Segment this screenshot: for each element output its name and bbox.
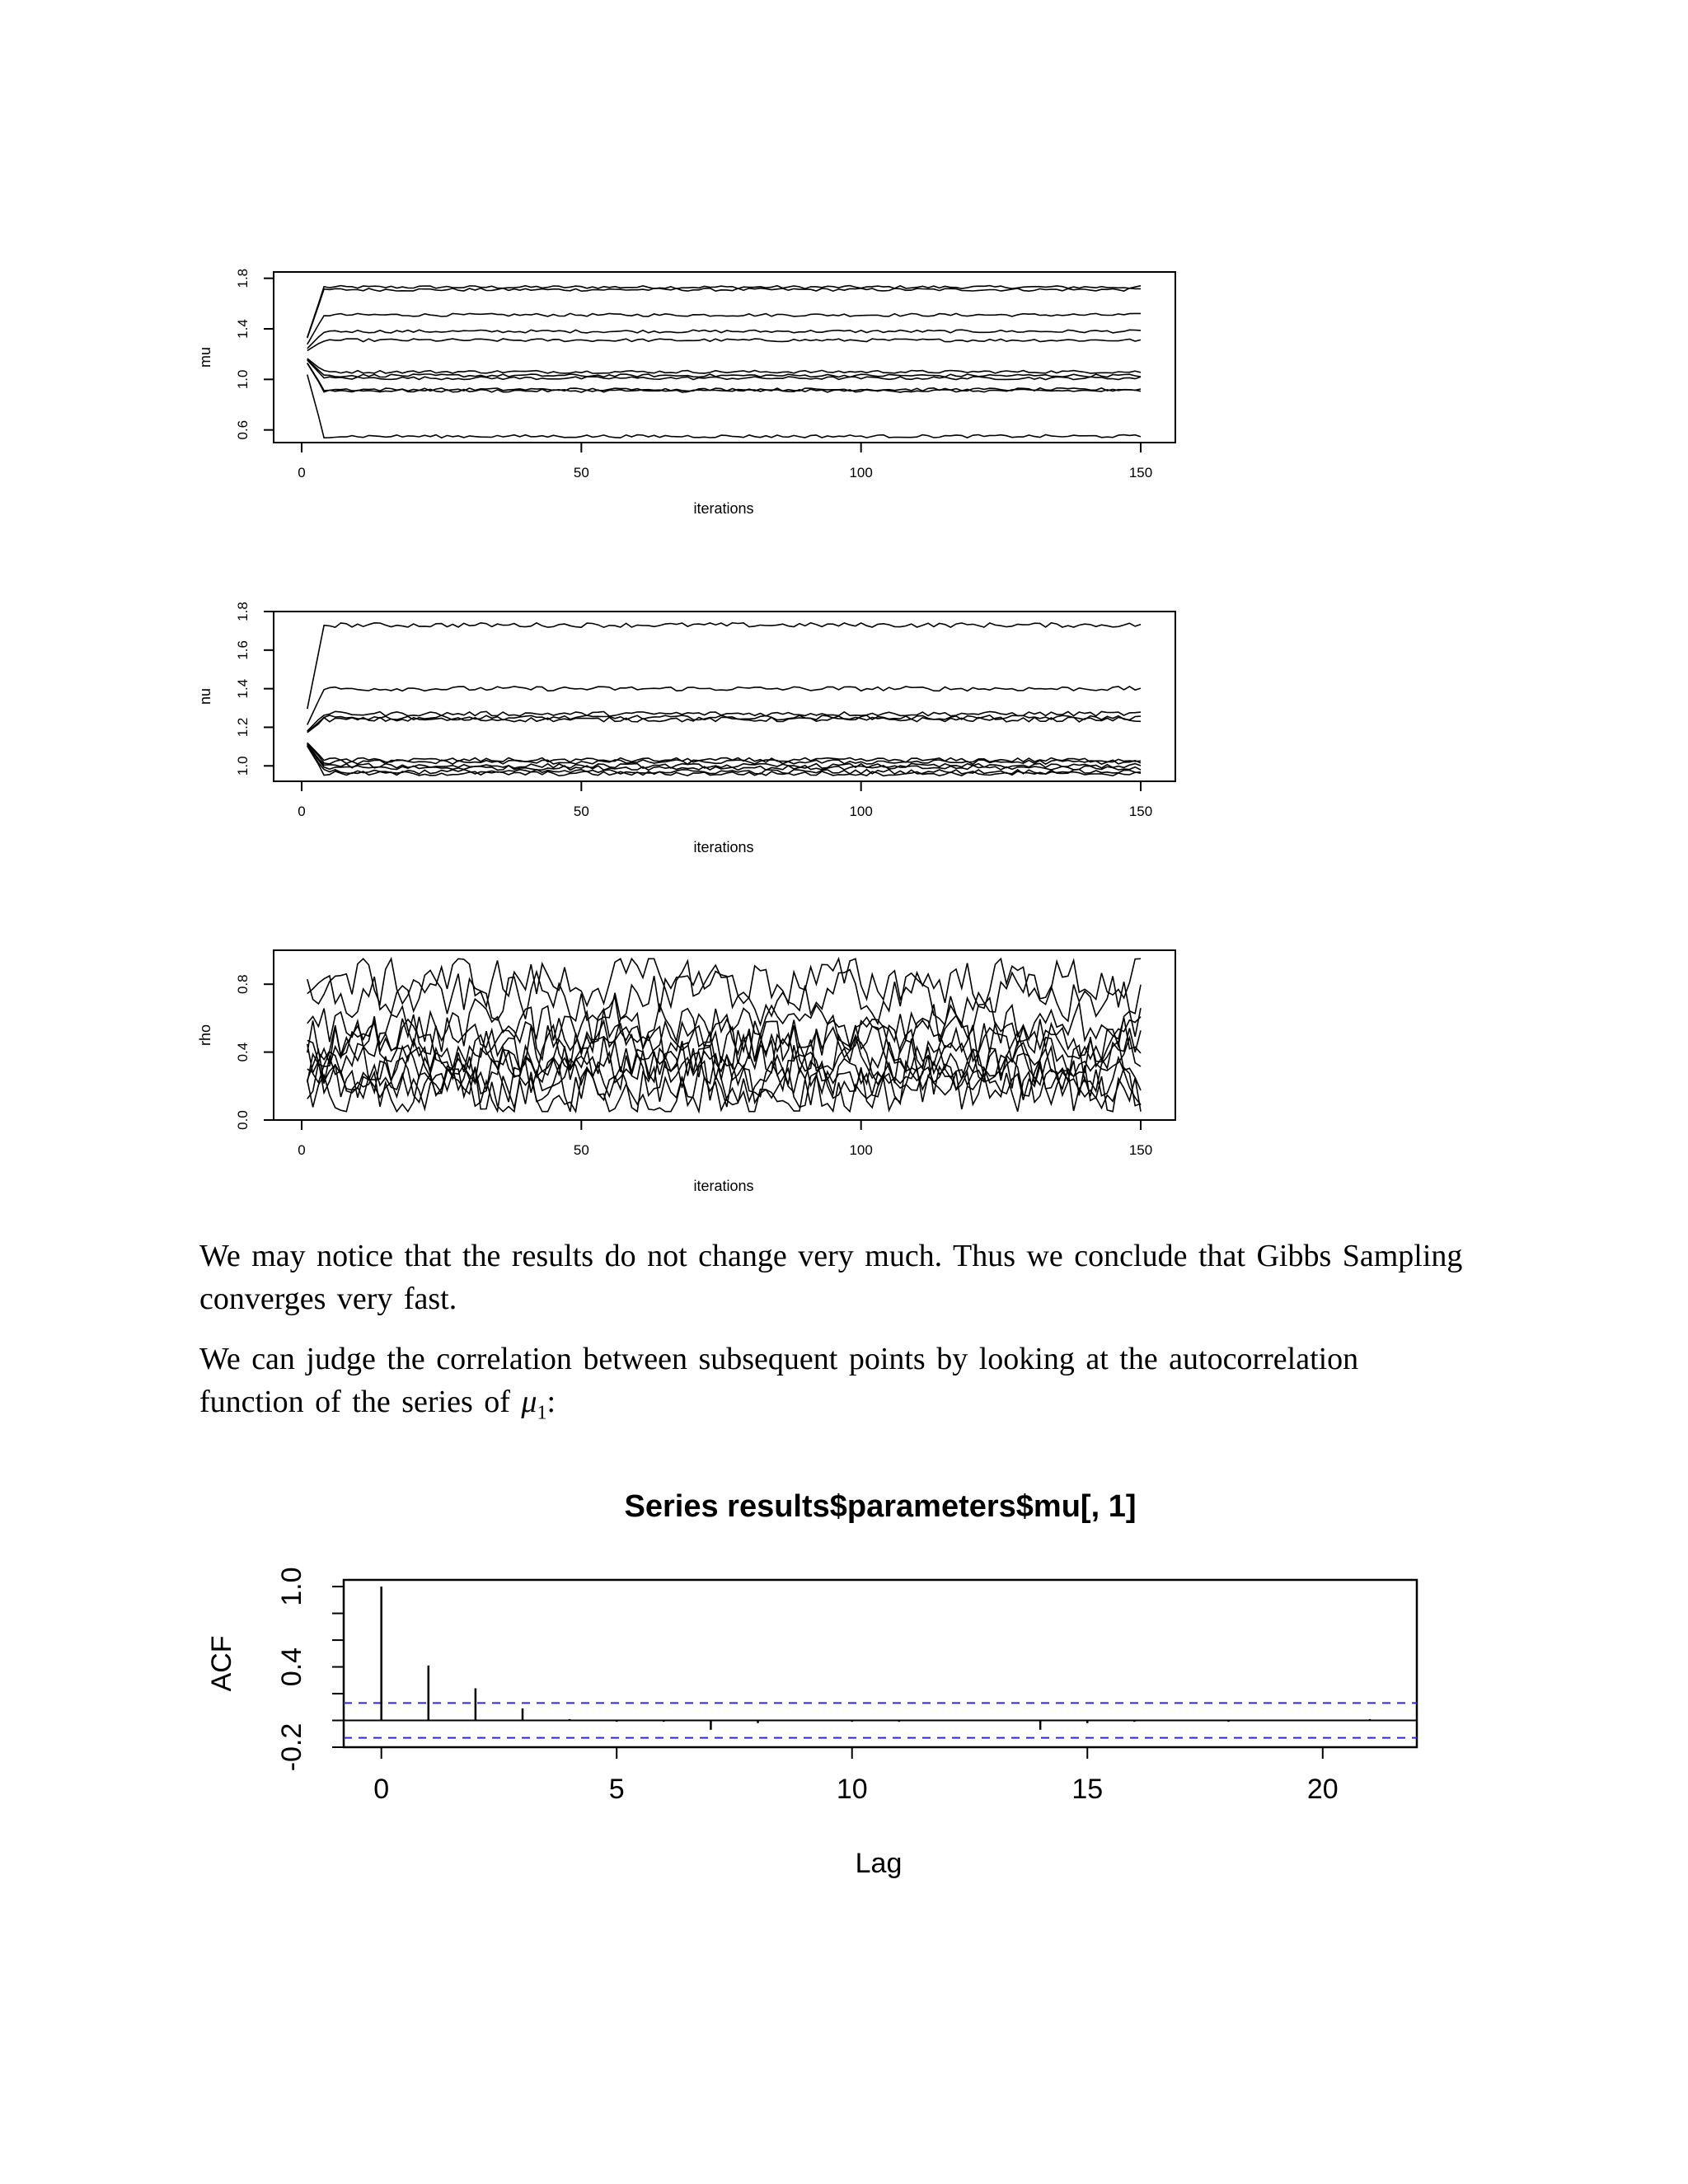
trace-plot-nu bbox=[197, 602, 1175, 855]
y-tick-label: 1.4 bbox=[235, 678, 251, 699]
x-axis-label: iterations bbox=[693, 500, 754, 517]
x-tick-label: 50 bbox=[573, 804, 589, 819]
x-tick-label: 100 bbox=[849, 1142, 873, 1158]
x-tick-label: 150 bbox=[1128, 465, 1153, 480]
x-tick-label: 20 bbox=[1306, 1774, 1339, 1805]
colon: : bbox=[546, 1385, 556, 1419]
mu-symbol: μ bbox=[521, 1385, 537, 1419]
trace-line bbox=[307, 717, 1141, 733]
x-axis-label: iterations bbox=[693, 839, 754, 855]
trace-plot-mu bbox=[197, 269, 1175, 517]
y-tick-label: 1.2 bbox=[235, 717, 251, 738]
trace-line bbox=[307, 744, 1141, 768]
x-tick-label: 50 bbox=[573, 465, 589, 480]
y-tick-label: 1.0 bbox=[235, 369, 251, 390]
trace-line bbox=[307, 363, 1141, 391]
trace-line bbox=[307, 1024, 1141, 1083]
paragraph-autocorrelation bbox=[199, 1338, 1419, 1435]
y-axis-label: nu bbox=[197, 687, 213, 705]
x-tick-label: 100 bbox=[849, 465, 873, 480]
trace-line bbox=[307, 359, 1141, 373]
x-tick-label: 0 bbox=[298, 804, 306, 819]
plot-frame bbox=[274, 272, 1175, 443]
trace-line bbox=[307, 288, 1141, 338]
y-tick-label: 0.8 bbox=[235, 974, 251, 995]
y-tick-label: 1.4 bbox=[235, 319, 251, 339]
trace-line bbox=[307, 360, 1141, 380]
y-tick-label: 1.0 bbox=[276, 1567, 307, 1606]
trace-line bbox=[307, 743, 1141, 762]
trace-line bbox=[307, 359, 1141, 377]
x-tick-label: 150 bbox=[1128, 1142, 1153, 1158]
trace-line bbox=[307, 286, 1141, 338]
trace-line bbox=[307, 330, 1141, 349]
trace-line bbox=[307, 623, 1141, 710]
y-tick-label: 1.8 bbox=[235, 602, 251, 621]
y-tick-label: 1.0 bbox=[235, 756, 251, 776]
trace-line bbox=[307, 743, 1141, 765]
y-tick-label: 1.8 bbox=[235, 268, 251, 288]
y-tick-label: 0.4 bbox=[235, 1042, 251, 1062]
x-tick-label: 0 bbox=[373, 1774, 390, 1805]
acf-plot bbox=[206, 1489, 1417, 1879]
x-tick-label: 15 bbox=[1071, 1774, 1104, 1805]
y-tick-label: 0.0 bbox=[235, 1110, 251, 1130]
paragraph-autocorrelation-text: We can judge the correlation between subsequent points by looking at the autocorrelation function of the series of bbox=[199, 1342, 1359, 1419]
y-tick-label: 0.6 bbox=[235, 419, 251, 440]
x-tick-label: 150 bbox=[1128, 804, 1153, 819]
y-tick-label: 1.6 bbox=[235, 640, 251, 660]
paragraph-convergence bbox=[199, 1235, 1485, 1320]
trace-line bbox=[307, 339, 1141, 350]
acf-title: Series results$parameters$mu[, 1] bbox=[624, 1489, 1137, 1524]
acf-frame bbox=[344, 1580, 1417, 1747]
trace-line bbox=[307, 375, 1141, 438]
x-axis-label: Lag bbox=[855, 1848, 903, 1879]
paragraph-convergence-text: We may notice that the results do not change very much. Thus we conclude that Gibbs Sampling converges very fast. bbox=[199, 1239, 1463, 1316]
x-tick-label: 0 bbox=[298, 465, 306, 480]
x-tick-label: 10 bbox=[836, 1774, 868, 1805]
y-axis-label: ACF bbox=[206, 1635, 237, 1692]
x-tick-label: 5 bbox=[608, 1774, 625, 1805]
y-tick-label: 0.4 bbox=[276, 1647, 307, 1687]
y-axis-label: mu bbox=[197, 346, 213, 368]
x-tick-label: 50 bbox=[573, 1142, 589, 1158]
mu-subscript: 1 bbox=[537, 1402, 547, 1424]
x-tick-label: 0 bbox=[298, 1142, 306, 1158]
x-axis-label: iterations bbox=[693, 1178, 754, 1194]
plot-frame bbox=[274, 612, 1175, 781]
x-tick-label: 100 bbox=[849, 804, 873, 819]
trace-plot-rho bbox=[197, 950, 1175, 1194]
trace-line bbox=[307, 958, 1141, 1008]
y-tick-label: -0.2 bbox=[276, 1722, 307, 1772]
y-axis-label: rho bbox=[197, 1024, 213, 1047]
